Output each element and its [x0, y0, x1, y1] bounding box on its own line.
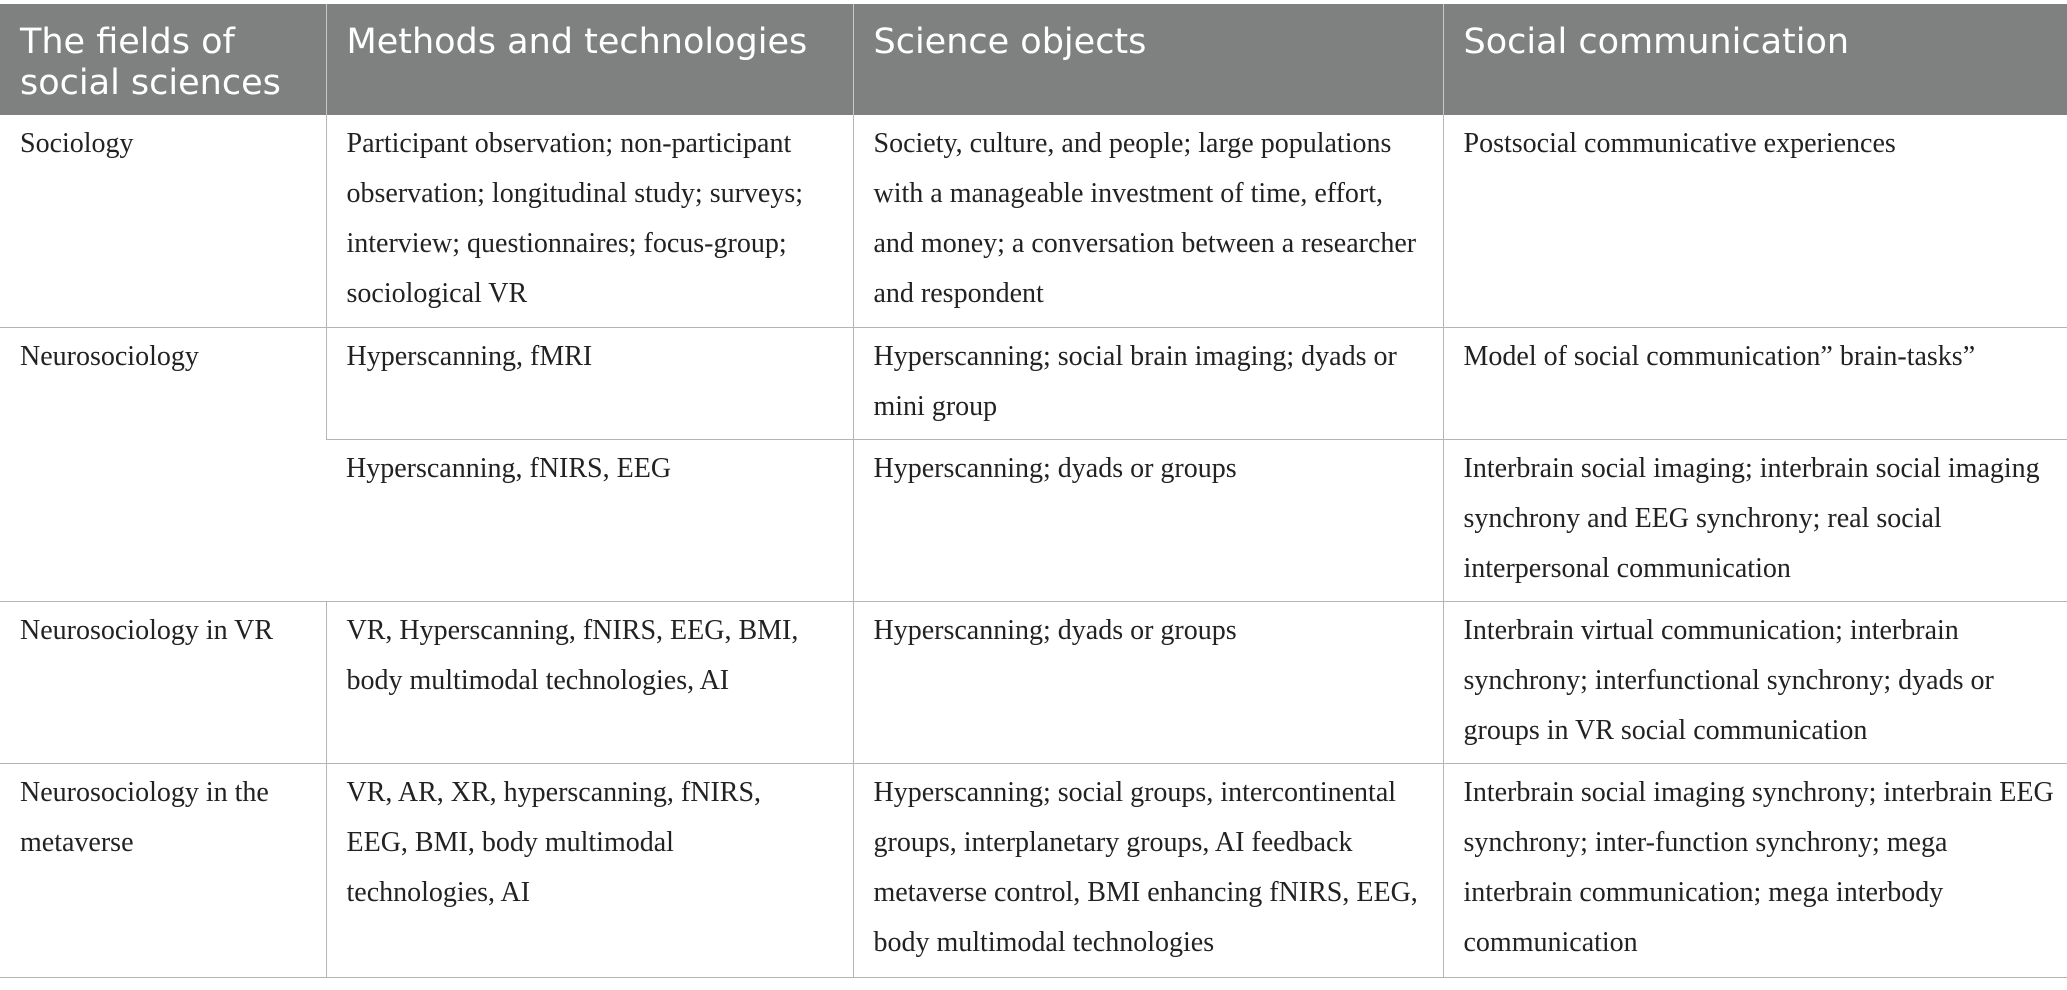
header-methods: Methods and technologies	[326, 4, 853, 115]
table-row-neurosociology-vr	[0, 601, 2067, 763]
cell-objects: Hyperscanning; social groups, intercontinental groups, interplanetary groups, AI feedback metaverse control, BMI enhancing fNIRS, EEG, body multimodal technologies	[853, 763, 1443, 977]
cell-objects: Hyperscanning; social brain imaging; dyads or mini group	[853, 327, 1443, 439]
cell-communication: Postsocial communicative experiences	[1443, 115, 2067, 327]
cell-communication: Model of social communication” brain-tasks”	[1443, 327, 2067, 439]
table-row-sociology	[0, 115, 2067, 327]
table-header	[0, 4, 2067, 115]
header-fields: The fields of social sciences	[0, 4, 326, 115]
table-row-neurosociology-fmri	[0, 327, 2067, 439]
comparison-table-container	[0, 4, 2067, 978]
header-objects: Science objects	[853, 4, 1443, 115]
cell-methods: Hyperscanning, fMRI	[326, 327, 853, 439]
header-communication: Social communication	[1443, 4, 2067, 115]
table-body	[0, 115, 2067, 977]
cell-methods: VR, Hyperscanning, fNIRS, EEG, BMI, body multimodal technologies, AI	[326, 601, 853, 763]
table-row-neurosociology-metaverse	[0, 763, 2067, 977]
cell-objects: Hyperscanning; dyads or groups	[853, 439, 1443, 601]
header-row	[0, 4, 2067, 115]
cell-methods: VR, AR, XR, hyperscanning, fNIRS, EEG, BMI, body multimodal technologies, AI	[326, 763, 853, 977]
cell-communication: Interbrain social imaging synchrony; interbrain EEG synchrony; inter-function synchrony; mega interbrain communication; mega interbody communication	[1443, 763, 2067, 977]
cell-communication: Interbrain virtual communication; interbrain synchrony; interfunctional synchrony; dyads or groups in VR social communication	[1443, 601, 2067, 763]
cell-methods: Participant observation; non-participant observation; longitudinal study; surveys; interview; questionnaires; focus-group; sociological VR	[326, 115, 853, 327]
cell-objects: Hyperscanning; dyads or groups	[853, 601, 1443, 763]
cell-objects: Society, culture, and people; large populations with a manageable investment of time, effort, and money; a conversation between a researcher and respondent	[853, 115, 1443, 327]
cell-field: Neurosociology	[0, 327, 326, 601]
cell-field: Neurosociology in the metaverse	[0, 763, 326, 977]
cell-methods: Hyperscanning, fNIRS, EEG	[326, 439, 853, 601]
social-sciences-comparison-table	[0, 4, 2067, 978]
cell-field: Neurosociology in VR	[0, 601, 326, 763]
cell-communication: Interbrain social imaging; interbrain social imaging synchrony and EEG synchrony; real social interpersonal communication	[1443, 439, 2067, 601]
cell-field: Sociology	[0, 115, 326, 327]
